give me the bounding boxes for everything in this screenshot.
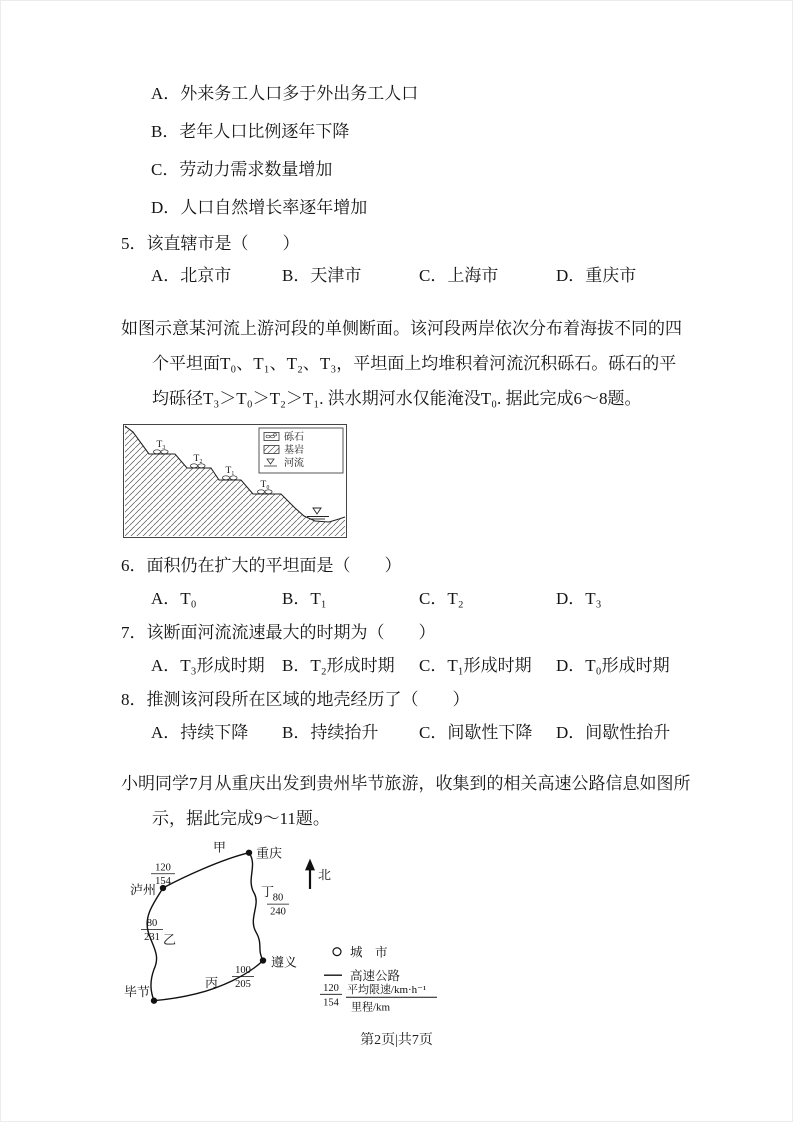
svg-text:120: 120 <box>155 862 171 874</box>
option-a: A．T₃形成时期 <box>151 656 265 675</box>
highway-ding-path <box>249 853 263 961</box>
question8-options <box>121 716 692 750</box>
terrace-label-t3: T₃ <box>156 440 166 450</box>
road-label-yi: 乙 <box>163 932 176 947</box>
river-cross-section-figure <box>123 424 692 543</box>
legend-label-city: 城 市 <box>350 945 388 960</box>
legend-sample-fraction <box>320 983 342 1009</box>
page-content <box>1 1 792 1039</box>
option-d: D．T₃ <box>556 589 602 608</box>
highway-map-svg <box>121 838 461 1034</box>
city-label-chongqing: 重庆 <box>256 846 282 861</box>
passage-highway: 小明同学7月从重庆出发到贵州毕节旅游，收集到的相关高速公路信息如图所示，据此完成9～11题。 <box>121 774 691 828</box>
svg-text:80: 80 <box>272 892 284 904</box>
question-7 <box>121 616 692 683</box>
page-footer: 第2页|共7页 <box>360 1033 433 1048</box>
question-8 <box>121 683 692 750</box>
question7-stem: 7．该断面河流流速最大的时期为（ ） <box>121 623 436 642</box>
highway-jia-path <box>163 853 249 888</box>
road-label-ding: 丁 <box>261 884 274 899</box>
option-c: C．T₁形成时期 <box>419 656 532 675</box>
option-c: C．T₂ <box>419 589 464 608</box>
option-a: A．T₀ <box>151 589 197 608</box>
question6-stem: 6．面积仍在扩大的平坦面是（ ） <box>121 556 402 575</box>
question8-stem: 8．推测该河段所在区域的地壳经历了（ ） <box>121 690 470 709</box>
svg-text:240: 240 <box>270 906 286 918</box>
question5-stem: 5．该直辖市是（ ） <box>121 234 300 253</box>
city-dot-zunyi <box>260 957 266 963</box>
option-a: A．持续下降 <box>151 723 249 742</box>
option-b: B．持续抬升 <box>282 723 379 742</box>
option-c: C．上海市 <box>419 266 499 285</box>
road-label-jia: 甲 <box>213 840 226 855</box>
legend-label-gravel: 砾石 <box>284 432 304 443</box>
question6-options <box>121 582 692 616</box>
option-c: C．间歇性下降 <box>419 723 533 742</box>
option-d: D．间歇性抬升 <box>556 723 671 742</box>
question4-options <box>121 75 692 227</box>
question-6 <box>121 549 692 616</box>
svg-text:120: 120 <box>323 982 339 994</box>
option-d: D．T₀形成时期 <box>556 656 670 675</box>
svg-text:80: 80 <box>146 918 158 930</box>
option-b: B．老年人口比例逐年下降 <box>151 122 350 141</box>
legend-label-river: 河流 <box>284 458 304 469</box>
terrace-label-t2: T₂ <box>193 454 203 464</box>
svg-text:205: 205 <box>235 979 251 990</box>
legend-label-bedrock: 基岩 <box>284 445 304 456</box>
option-d: D．人口自然增长率逐年增加 <box>151 198 368 217</box>
north-arrow-icon <box>305 859 315 889</box>
svg-text:100: 100 <box>235 965 251 977</box>
city-label-zunyi: 遵义 <box>271 955 297 970</box>
option-b: B．T₂形成时期 <box>282 656 395 675</box>
fraction-bing <box>232 965 254 990</box>
option-b: B．T₁ <box>282 589 327 608</box>
option-a: A．北京市 <box>151 266 232 285</box>
legend-label-speed: 平均限速/km·h⁻¹ <box>347 983 427 996</box>
question5-options <box>121 261 692 291</box>
city-label-bijie: 毕节 <box>124 984 150 999</box>
highway-yi-path <box>147 888 163 1001</box>
city-label-luzhou: 泸州 <box>130 882 156 897</box>
cross-section-svg <box>123 424 347 538</box>
terrace-label-t1: T₁ <box>225 466 235 476</box>
passage-rivers: 如图示意某河流上游河段的单侧断面。该河段两岸依次分布着海拔不同的四个平坦面T₀、T₁、T₂、T₃，平坦面上均堆积着河流沉积砾石。砾石的平均砾径T₃＞T₀＞T₂＞T₁. 洪水期河水仅能淹没T₀. 据此完成6～8题。 <box>121 319 682 408</box>
svg-text:154: 154 <box>323 997 339 1009</box>
fraction-yi <box>141 918 163 943</box>
map-legend <box>320 946 437 1014</box>
city-dot-bijie <box>151 998 157 1004</box>
option-c: C．劳动力需求数量增加 <box>151 160 333 179</box>
bedrock-legend-icon <box>264 446 279 454</box>
svg-text:231: 231 <box>144 932 160 943</box>
road-label-bing: 丙 <box>205 976 218 990</box>
option-d: D．重庆市 <box>556 266 637 285</box>
question7-options <box>121 649 692 683</box>
north-label: 北 <box>318 868 331 883</box>
figure1-legend <box>259 428 343 473</box>
option-a: A．外来务工人口多于外出务工人口 <box>151 84 419 103</box>
legend-label-distance: 里程/km <box>351 1001 391 1014</box>
highway-map-figure <box>121 838 692 1039</box>
option-b: B．天津市 <box>282 266 362 285</box>
terrace-label-t0: T₀ <box>260 480 270 490</box>
city-dot-chongqing <box>246 850 252 856</box>
legend-label-highway: 高速公路 <box>350 969 400 984</box>
question-5 <box>121 227 692 291</box>
city-legend-icon <box>333 948 341 956</box>
svg-text:154: 154 <box>155 876 171 888</box>
